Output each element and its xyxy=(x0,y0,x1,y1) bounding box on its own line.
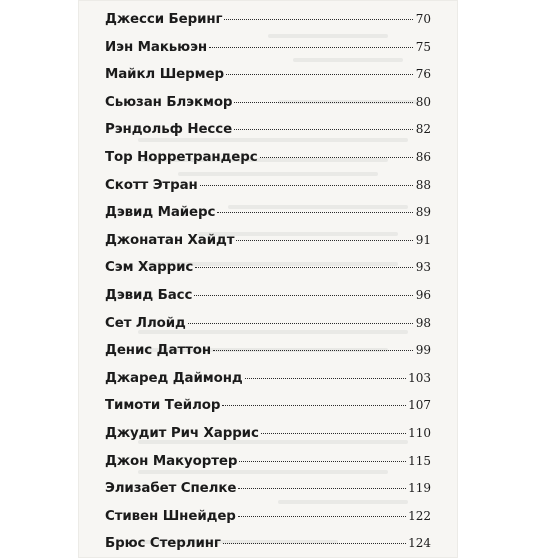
toc-entry-page: 96 xyxy=(415,287,431,302)
toc-entry-name: Джаред Даймонд xyxy=(105,370,243,386)
toc-entry xyxy=(105,12,431,40)
toc-entry xyxy=(105,481,431,509)
toc-entry-page: 76 xyxy=(415,67,431,82)
toc-entry-page: 82 xyxy=(415,122,431,137)
toc-entry-page: 80 xyxy=(415,94,431,109)
toc-entry xyxy=(105,233,431,261)
dot-leader xyxy=(226,74,413,75)
book-page xyxy=(78,0,458,558)
toc-entry xyxy=(105,150,431,178)
toc-entry-name: Джудит Рич Харрис xyxy=(105,425,259,441)
toc-entry-page: 119 xyxy=(408,481,431,496)
dot-leader xyxy=(238,488,406,489)
toc-entry-name: Денис Даттон xyxy=(105,343,211,359)
dot-leader xyxy=(222,405,406,406)
dot-leader xyxy=(234,129,413,130)
dot-leader xyxy=(234,102,413,103)
toc-entry xyxy=(105,40,431,68)
dot-leader xyxy=(188,323,413,324)
dot-leader xyxy=(223,543,406,544)
toc-entry-name: Элизабет Спелке xyxy=(105,481,237,497)
dot-leader xyxy=(236,240,413,241)
dot-leader xyxy=(194,295,413,296)
toc-entry-name: Скотт Этран xyxy=(105,177,198,193)
dot-leader xyxy=(245,378,407,379)
toc-entry xyxy=(105,343,431,371)
toc-entry-name: Рэндольф Нессе xyxy=(105,122,233,138)
dot-leader xyxy=(239,461,406,462)
dot-leader xyxy=(224,19,413,20)
toc-entry-page: 124 xyxy=(408,536,431,551)
toc-entry xyxy=(105,316,431,344)
toc-entry xyxy=(105,454,431,482)
toc-entry xyxy=(105,122,431,150)
toc-entry xyxy=(105,509,431,537)
dot-leader xyxy=(200,185,413,186)
toc-entry xyxy=(105,426,431,454)
toc-entry-name: Майкл Шермер xyxy=(105,67,224,83)
dot-leader xyxy=(261,433,406,434)
toc-entry-page: 88 xyxy=(415,177,431,192)
toc-entry-page: 122 xyxy=(408,508,431,523)
toc-entry-name: Дэвид Басс xyxy=(105,287,193,303)
toc-entry xyxy=(105,371,431,399)
dot-leader xyxy=(195,267,413,268)
toc-entry-name: Сет Ллойд xyxy=(105,315,186,331)
toc-entry-page: 86 xyxy=(415,149,431,164)
toc-entry-name: Тор Норретрандерс xyxy=(105,149,258,165)
dot-leader xyxy=(209,47,413,48)
toc-entry xyxy=(105,178,431,206)
toc-entry-page: 110 xyxy=(408,425,431,440)
toc-entry-page: 115 xyxy=(408,453,431,468)
toc-entry xyxy=(105,398,431,426)
toc-entry-page: 91 xyxy=(415,232,431,247)
toc-entry-page: 99 xyxy=(415,343,431,358)
toc-entry-name: Джон Макуортер xyxy=(105,453,238,469)
dot-leader xyxy=(260,157,413,158)
toc-entry xyxy=(105,260,431,288)
toc-entry-page: 70 xyxy=(415,12,431,26)
toc-entry-page: 89 xyxy=(415,205,431,220)
toc-entry-page: 93 xyxy=(415,260,431,275)
toc-entry-name: Сьюзан Блэкмор xyxy=(105,94,233,110)
toc-entry xyxy=(105,536,431,558)
toc-entry-page: 98 xyxy=(415,315,431,330)
toc-entry xyxy=(105,205,431,233)
toc-entry-name: Сэм Харрис xyxy=(105,260,194,276)
toc-entry-page: 107 xyxy=(408,398,431,413)
toc-entry-name: Джесси Беринг xyxy=(105,12,223,27)
toc-entry xyxy=(105,288,431,316)
toc-entry-name: Брюс Стерлинг xyxy=(105,536,221,552)
toc-entry-name: Тимоти Тейлор xyxy=(105,398,221,414)
toc-entry xyxy=(105,67,431,95)
toc-entry-name: Дэвид Майерс xyxy=(105,205,216,221)
dot-leader xyxy=(217,212,413,213)
dot-leader xyxy=(238,516,406,517)
toc-entry-name: Джонатан Хайдт xyxy=(105,232,235,248)
toc-entry xyxy=(105,95,431,123)
toc-entry-name: Стивен Шнейдер xyxy=(105,508,236,524)
toc-entry-page: 103 xyxy=(408,370,431,385)
toc-entry-name: Иэн Макьюэн xyxy=(105,39,208,55)
table-of-contents xyxy=(105,12,431,558)
dot-leader xyxy=(213,350,413,351)
toc-entry-page: 75 xyxy=(415,39,431,54)
